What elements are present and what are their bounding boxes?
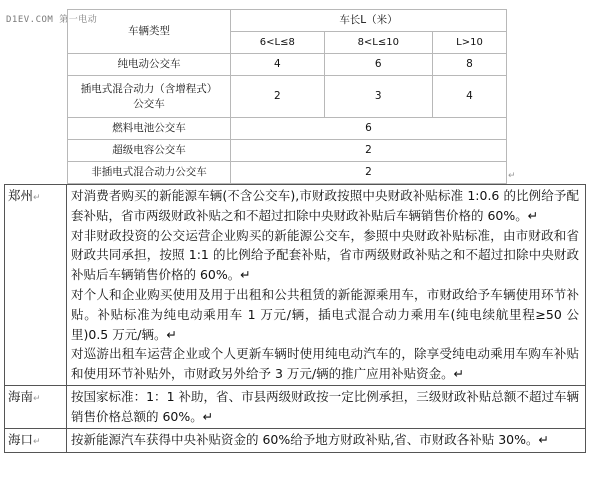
paragraph-mark: ↵ [508,171,516,181]
table-row [68,140,507,162]
value-cell: 8 [432,54,506,76]
merged-value-cell: 6 [231,118,507,140]
policy-paragraph: 对个人和企业购买使用及用于出租和公共租赁的新能源乘用车，市财政给予车辆使用环节补贴。补贴标准为纯电动乘用车 1 万元/辆，插电式混合动力乘用车(纯电续航里程≥50 公里)0.5 万元/辆。↵ [71,286,579,342]
policy-paragraph: 对消费者购买的新能源车辆(不含公交车),市财政按照中央财政补贴标准 1:0.6 的比例给予配套补贴，省市两级财政补贴之和不超过扣除中央财政补贴后车辆销售价格的 60%。↵ [71,188,579,223]
value-cell: 2 [231,76,325,118]
value-cell: 3 [324,76,432,118]
range-header: L>10 [432,32,506,54]
policy-paragraph: 按新能源汽车获得中央补贴资金的 60%给予地方财政补贴,省、市财政各补贴 30%。↵ [71,431,549,447]
merged-value-cell: 2 [231,162,507,184]
policy-content-cell [67,385,586,428]
value-cell: 4 [231,54,325,76]
vehicle-type-header: 车辆类型 [68,10,231,54]
merged-value-cell: 2 [231,140,507,162]
vehicle-type-line: 公交车 [133,97,165,110]
city-name: 海口 [8,431,34,447]
length-header: 车长L（米） [231,10,507,32]
table-row [68,54,507,76]
city-cell [5,428,67,452]
vehicle-subsidy-table [67,9,507,184]
table-row [5,385,586,428]
vehicle-type-cell [68,76,231,118]
city-name: 郑州 [8,188,34,203]
city-name: 海南 [8,388,34,404]
vehicle-type-cell: 超级电容公交车 [68,140,231,162]
table-row [5,428,586,452]
table-row [68,118,507,140]
table-row [68,76,507,118]
value-cell: 6 [324,54,432,76]
vehicle-type-cell: 燃料电池公交车 [68,118,231,140]
paragraph-mark: ↵ [33,436,41,447]
city-policy-table [4,184,586,453]
range-header: 8<L≤10 [324,32,432,54]
value-cell: 4 [432,76,506,118]
watermark-domain: D1EV.COM [6,15,54,25]
watermark-site-name: 第一电动 [59,15,98,25]
vehicle-type-line: 插电式混合动力（含增程式） [80,82,218,95]
paragraph-mark: ↵ [33,193,41,203]
table-row [68,162,507,184]
policy-content-cell [67,185,586,386]
table-row [5,185,586,386]
policy-content-cell [67,428,586,452]
policy-paragraph: 按国家标准：1：1 补助，省、市县两级财政按一定比例承担，三级财政补贴总额不超过车辆销售价格总额的 60%。↵ [71,388,579,424]
policy-paragraph: 对非财政投资的公交运营企业购买的新能源公交车，参照中央财政补贴标准，由市财政和省财政共同承担，按照 1:1 的比例给予配套补贴，省市两级财政补贴之和不超过扣除中央财政补贴后车辆销售价格的 60%。↵ [71,227,579,283]
policy-paragraph: 对巡游出租车运营企业或个人更新车辆时使用纯电动汽车的，除享受纯电动乘用车购车补贴和使用环节补贴外，市财政另外给予 3 万元/辆的推广应用补贴资金。↵ [71,346,579,382]
city-cell [5,385,67,428]
paragraph-mark: ↵ [33,393,41,404]
city-cell [5,185,67,386]
vehicle-type-cell: 非插电式混合动力公交车 [68,162,231,184]
vehicle-type-cell: 纯电动公交车 [68,54,231,76]
range-header: 6<L≤8 [231,32,325,54]
